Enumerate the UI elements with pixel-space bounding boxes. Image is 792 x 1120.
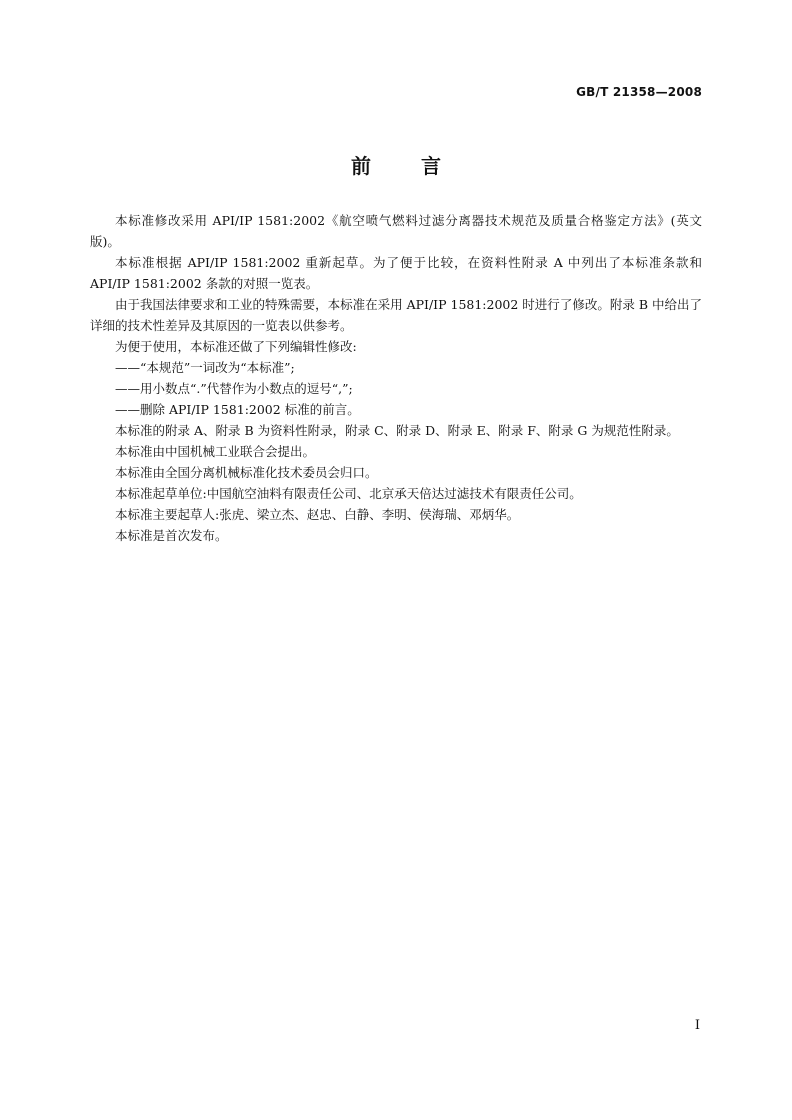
list-item: ——删除 API/IP 1581:2002 标准的前言。 (115, 402, 360, 417)
list-item: ——“本规范”一词改为“本标准”; (115, 360, 295, 375)
foreword-body (90, 210, 702, 546)
standard-number: GB/T 21358—2008 (576, 85, 702, 99)
paragraph-drafting-units: 本标准起草单位:中国航空油料有限责任公司、北京承天倍达过滤技术有限责任公司。 (115, 486, 582, 501)
paragraph-first-issue: 本标准是首次发布。 (115, 528, 228, 543)
paragraph-under-jurisdiction: 本标准由全国分离机械标准化技术委员会归口。 (115, 465, 378, 480)
page-title: 前言 (351, 154, 491, 178)
paragraph-redrafting: 本标准根据 API/IP 1581:2002 重新起草。为了便于比较，在资料性附录 A 中列出了本标准条款和 API/IP 1581:2002 条款的对照一览表。 (90, 255, 702, 291)
paragraph-drafters: 本标准主要起草人:张虎、梁立杰、赵忠、白静、李明、侯海瑞、邓炳华。 (115, 507, 520, 522)
paragraph-editorial-intro: 为便于使用，本标准还做了下列编辑性修改: (115, 339, 357, 354)
list-item: ——用小数点“.”代替作为小数点的逗号“,”; (115, 381, 353, 396)
paragraph-modifications: 由于我国法律要求和工业的特殊需要，本标准在采用 API/IP 1581:2002 时进行了修改。附录 B 中给出了详细的技术性差异及其原因的一览表以供参考。 (90, 297, 702, 333)
page-number: I (694, 1018, 700, 1033)
paragraph-proposed-by: 本标准由中国机械工业联合会提出。 (115, 444, 316, 459)
paragraph-annexes: 本标准的附录 A、附录 B 为资料性附录，附录 C、附录 D、附录 E、附录 F、附录 G 为规范性附录。 (115, 423, 679, 438)
paragraph-adoption: 本标准修改采用 API/IP 1581:2002《航空喷气燃料过滤分离器技术规范及质量合格鉴定方法》(英文版)。 (90, 213, 702, 249)
